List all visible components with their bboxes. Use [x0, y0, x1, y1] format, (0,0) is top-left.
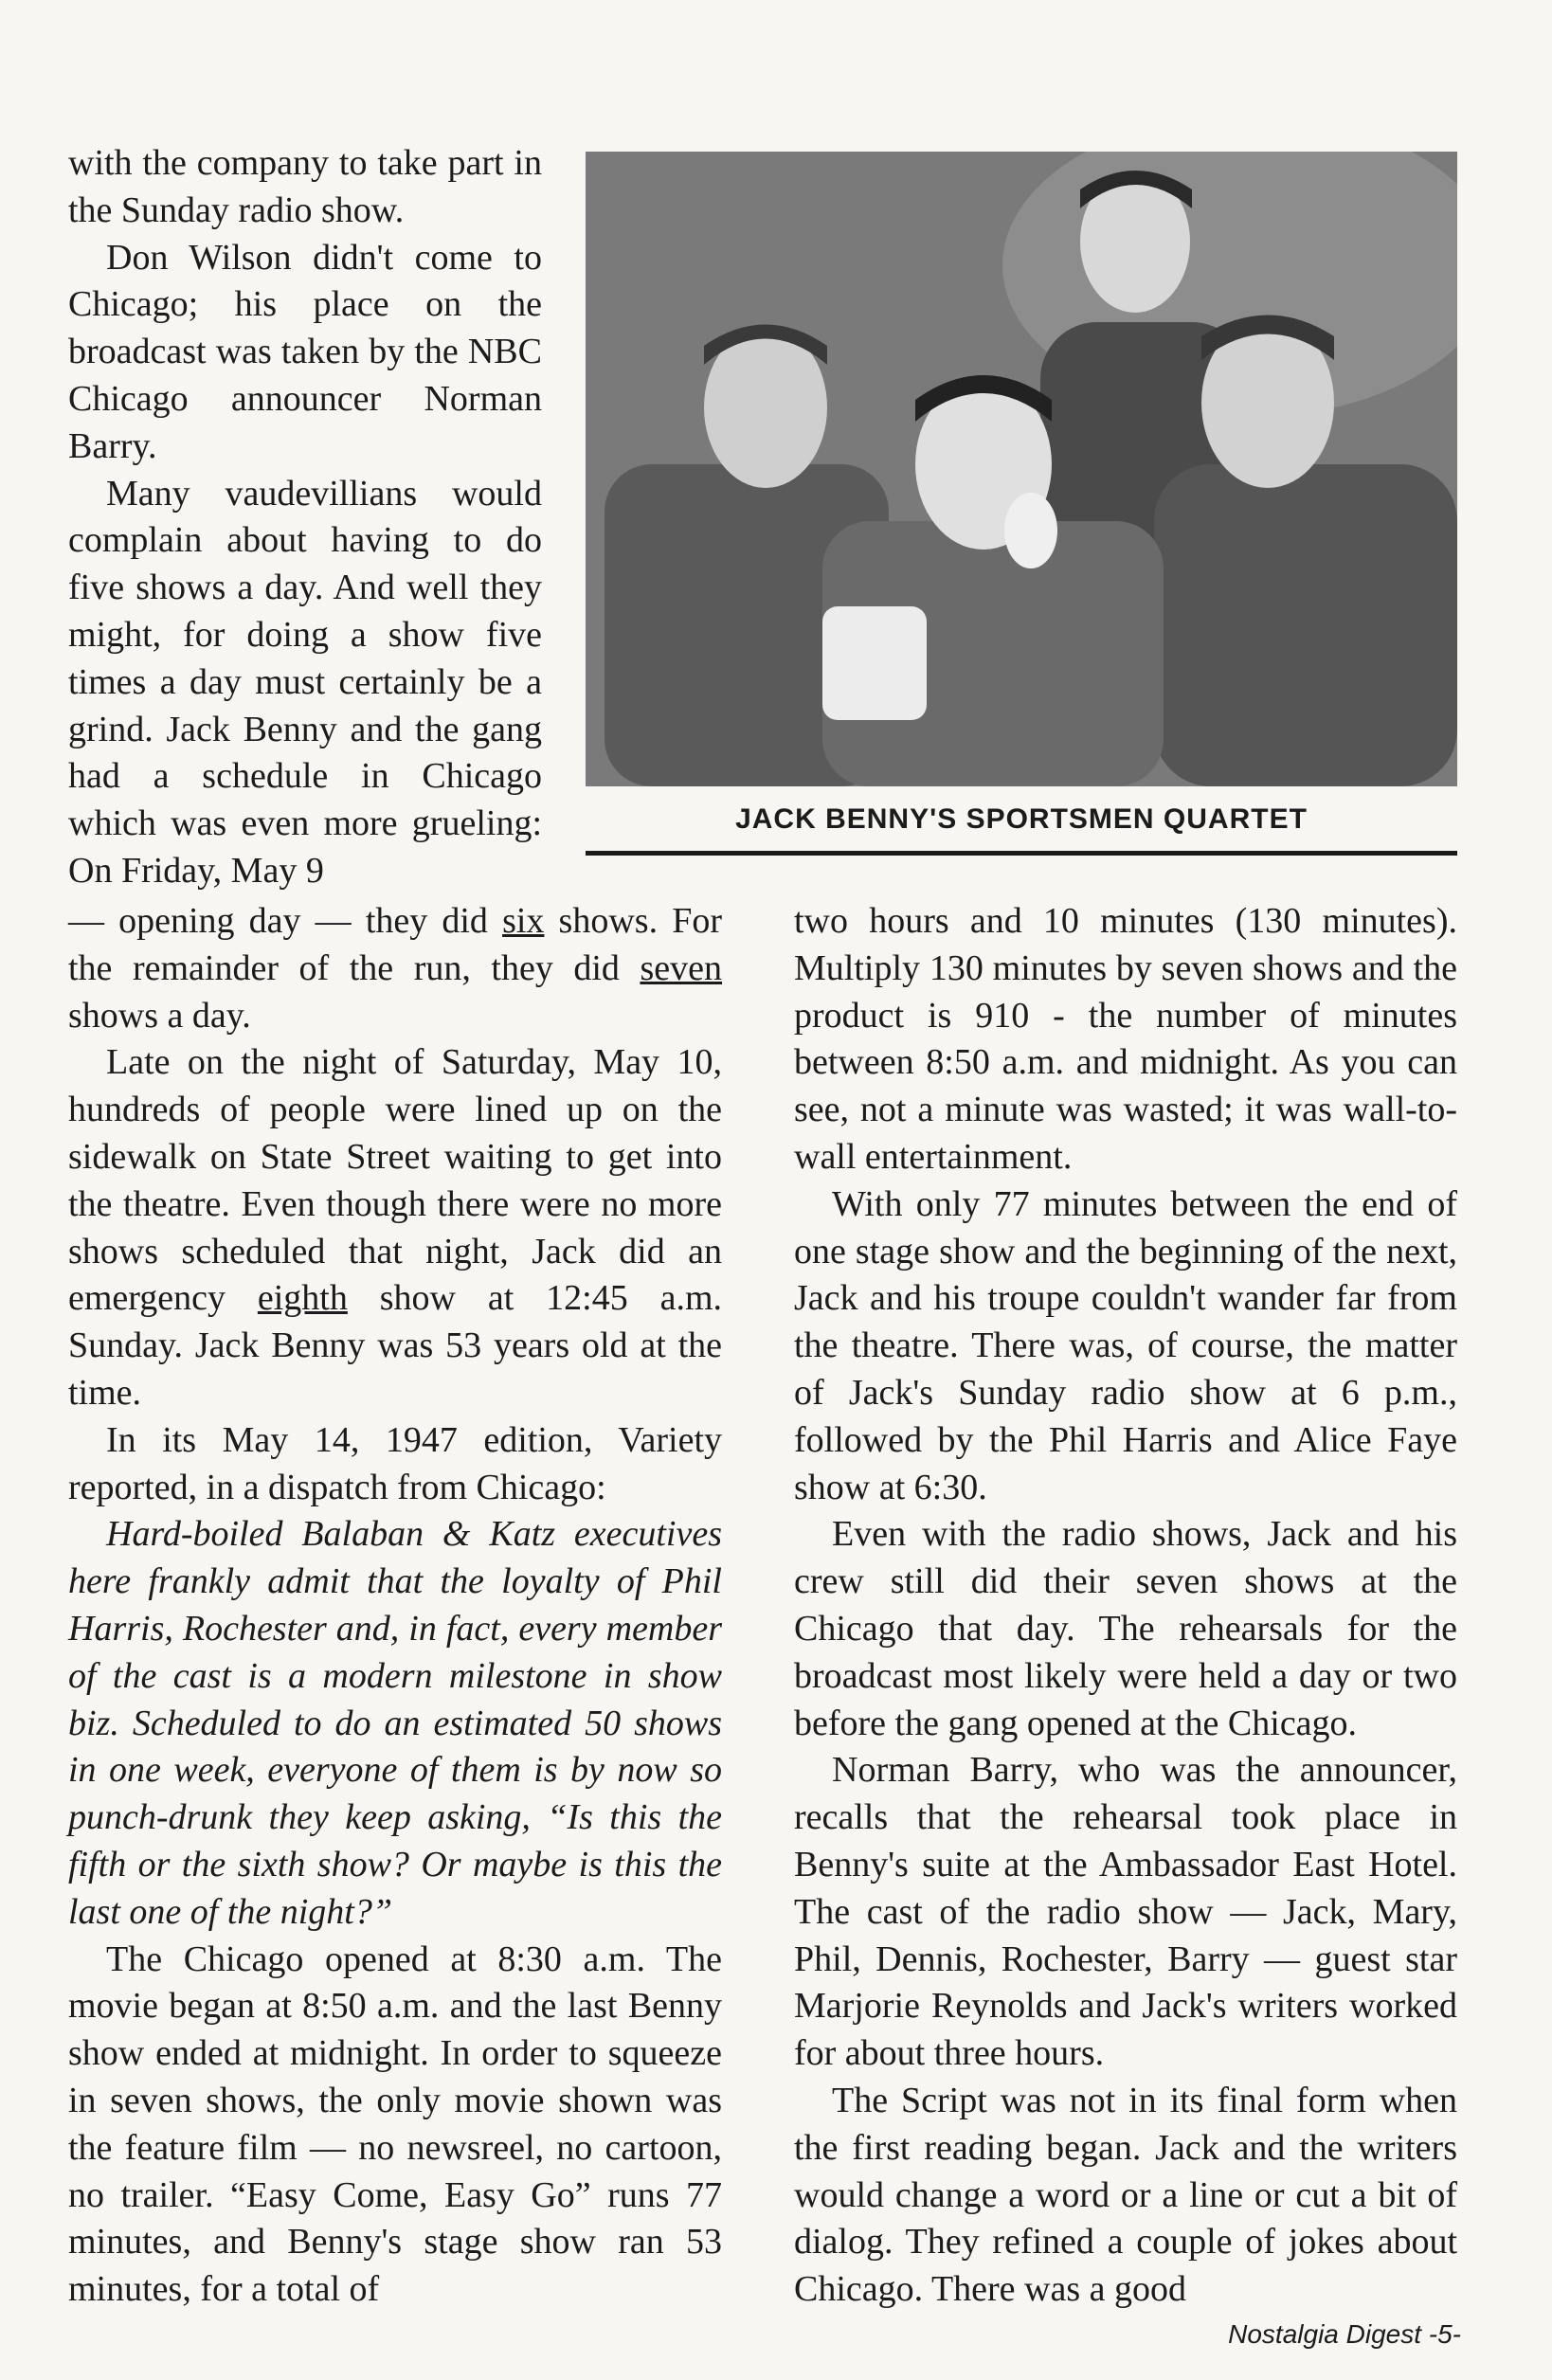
article-column-left-top — [68, 140, 542, 895]
article-column-left — [68, 898, 722, 2314]
paragraph: Norman Barry, who was the announcer, recalls that the rehearsal took place in Benny's suite at the Ambassador East Hotel. The cast of the radio show — Jack, Mary, Phil, Dennis, Rochester, Barry — guest star Marjorie Reynolds and Jack's writers worked for about three hours. — [794, 1750, 1457, 2074]
paragraph: two hours and 10 minutes (130 minutes). Multiply 130 minutes by seven shows and the product is 910 - the number of minutes between 8:50 a.m. and midnight. As you can see, not a minute was wasted; it was wall-to-wall entertainment. — [794, 901, 1457, 1177]
photo-caption: JACK BENNY'S SPORTSMEN QUARTET — [735, 803, 1308, 835]
caption-divider — [586, 851, 1457, 856]
paragraph: The Chicago opened at 8:30 a.m. The movie began at 8:50 a.m. and the last Benny show ended at midnight. In order to squeeze in seven shows, the only movie shown was the feature film — no newsreel, no cartoon, no trailer. “Easy Come, Easy Go” runs 77 minutes, and Benny's stage show ran 53 minutes, for a total of — [68, 1938, 722, 2310]
paragraph: The Script was not in its final form when the first reading began. Jack and the writers would change a word or a line or cut a bit of dialog. They refined a couple of jokes about Chicago. There was a good — [794, 2080, 1457, 2310]
quartet-photo — [586, 152, 1457, 786]
paragraph: With only 77 minutes between the end of one stage show and the beginning of the next, Jack and his troupe couldn't wander far from the theatre. There was, of course, the matter of Jack's Sunday radio show at 6 p.m., followed by the Phil Harris and Alice Faye show at 6:30. — [794, 1183, 1457, 1507]
paragraph: Don Wilson didn't come to Chicago; his place on the broadcast was taken by the NBC Chicago announcer Norman Barry. — [68, 237, 542, 466]
paragraph: with the company to take part in the Sunday radio show. — [68, 143, 542, 230]
paragraph: — opening day — they did six shows. For the remainder of the run, they did seven shows a day. — [68, 901, 722, 1036]
paragraph: Many vaudevillians would complain about having to do five shows a day. And well they might, for doing a show five times a day must certainly be a grind. Jack Benny and the gang had a schedule in Chicago which was even more grueling: On Friday, May 9 — [68, 473, 542, 891]
photo-illustration — [586, 152, 1457, 786]
paragraph: In its May 14, 1947 edition, Variety reported, in a dispatch from Chicago: — [68, 1419, 722, 1507]
paragraph: Late on the night of Saturday, May 10, hundreds of people were lined up on the sidewalk on State Street waiting to get into the theatre. Even though there were no more shows scheduled that night, Jack did an emergency eighth show at 12:45 a.m. Sunday. Jack Benny was 53 years old at the time. — [68, 1042, 722, 1413]
quoted-dispatch: Hard-boiled Balaban & Katz executives here frankly admit that the loyalty of Phil Harris, Rochester and, in fact, every member of the cast is a modern milestone in show biz. Scheduled to do an estimated 50 shows in one week, everyone of them is by now so punch-drunk they keep asking, “Is this the fifth or the sixth show? Or maybe is this the last one of the night?” — [68, 1514, 722, 1932]
article-column-right — [794, 898, 1457, 2314]
paragraph: Even with the radio shows, Jack and his crew still did their seven shows at the Chicago that day. The rehearsals for the broadcast most likely were held a day or two before the gang opened at the Chicago. — [794, 1514, 1457, 1743]
page-footer: Nostalgia Digest -5- — [1228, 2319, 1461, 2349]
